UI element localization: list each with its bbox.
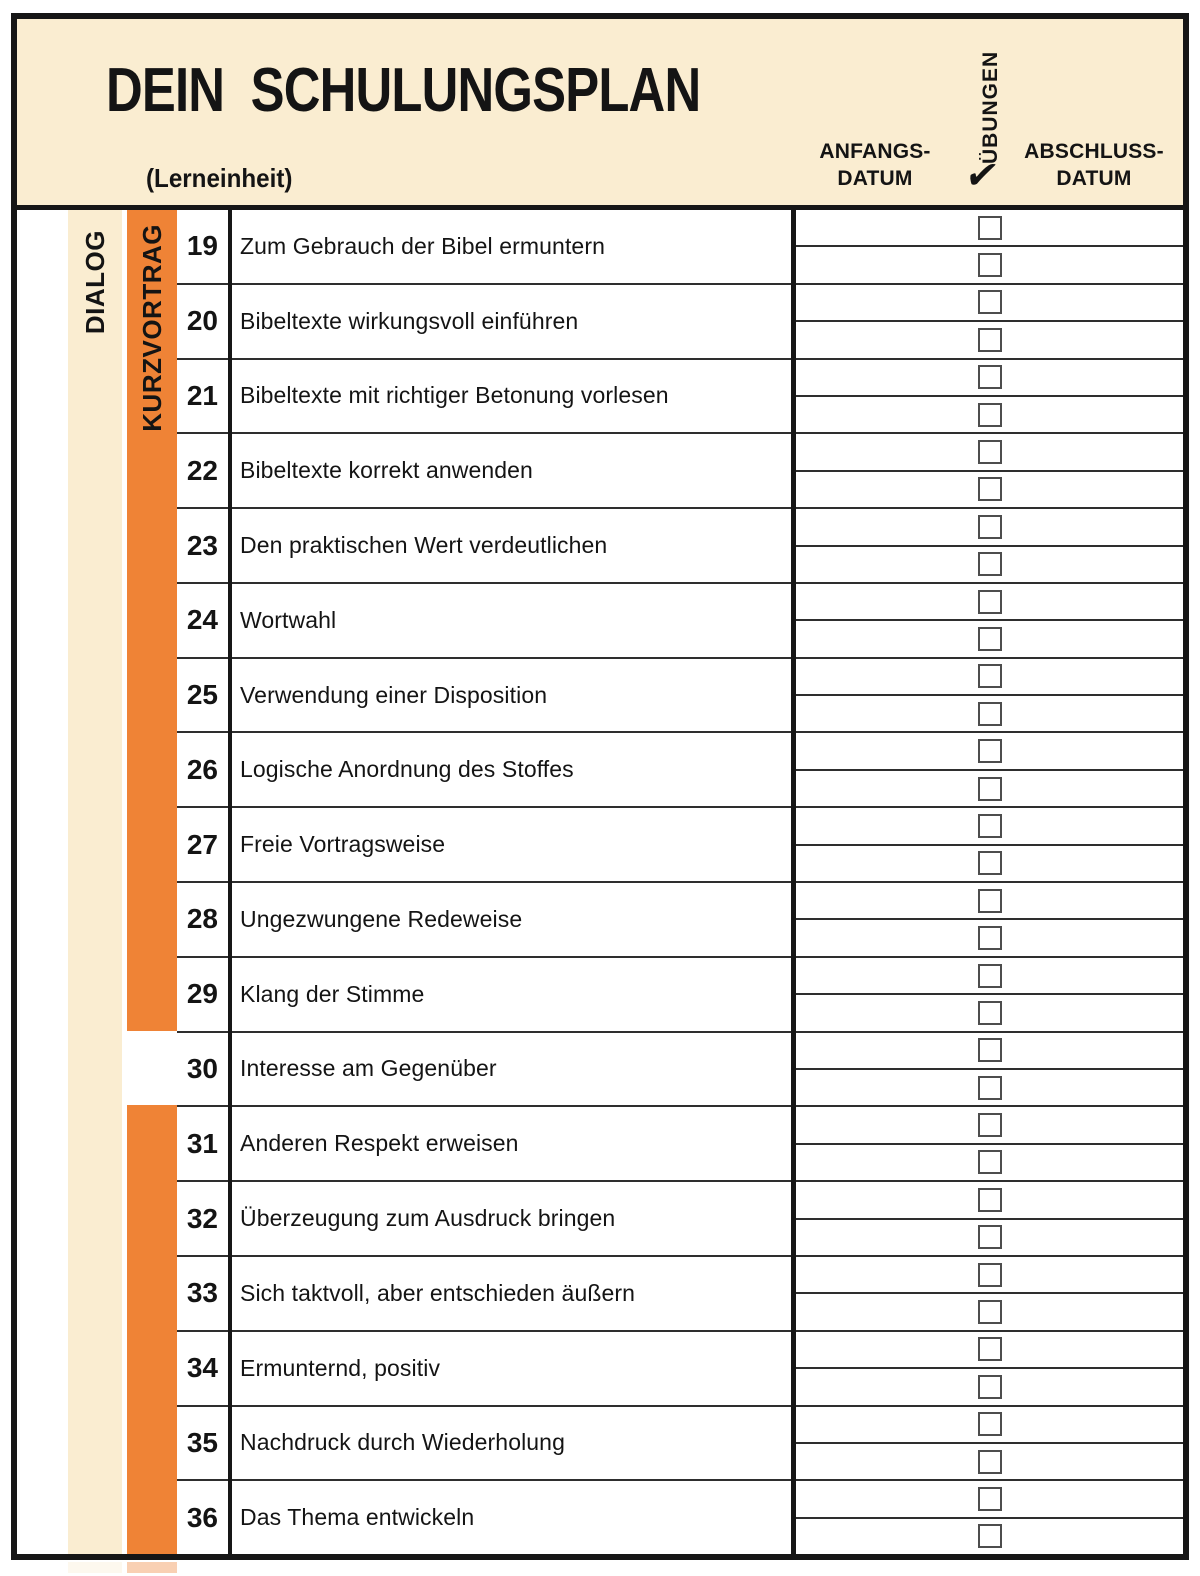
row-number: 23	[186, 529, 218, 561]
exercise-checkbox[interactable]	[978, 1300, 1002, 1324]
row-title: Freie Vortragsweise	[240, 831, 446, 858]
table-row	[177, 1031, 791, 1106]
table-row	[177, 657, 791, 732]
date-entry-line[interactable]	[796, 1405, 1183, 1442]
row-number: 28	[186, 903, 218, 935]
exercise-checkbox[interactable]	[978, 1263, 1002, 1287]
page-title: DEIN SCHULUNGSPLAN	[106, 56, 701, 125]
table-row	[177, 1180, 791, 1255]
row-number: 35	[186, 1426, 218, 1458]
exercise-checkbox[interactable]	[978, 814, 1002, 838]
row-title: Klang der Stimme	[240, 980, 425, 1007]
row-title: Überzeugung zum Ausdruck bringen	[240, 1205, 616, 1232]
exercise-checkbox[interactable]	[978, 889, 1002, 913]
exercise-checkbox[interactable]	[978, 1150, 1002, 1174]
category-label-kurzvortrag-text: KURZVORTRAG	[136, 224, 167, 432]
number-column-divider	[228, 210, 232, 1554]
column-header-end-date	[1014, 138, 1174, 192]
date-entry-line[interactable]	[796, 1442, 1183, 1479]
exercise-checkbox[interactable]	[978, 627, 1002, 651]
exercise-checkbox[interactable]	[978, 1412, 1002, 1436]
date-entry-line[interactable]	[796, 993, 1183, 1030]
date-entry-line[interactable]	[796, 1479, 1183, 1516]
exercise-checkbox[interactable]	[978, 1001, 1002, 1025]
exercise-checkbox[interactable]	[978, 1375, 1002, 1399]
strip-bleed-cream	[68, 1562, 122, 1573]
date-entry-line[interactable]	[796, 395, 1183, 432]
category-label-kurzvortrag	[127, 224, 177, 432]
row-number: 21	[186, 379, 218, 411]
date-entry-line[interactable]	[796, 918, 1183, 955]
exercise-checkbox[interactable]	[978, 515, 1002, 539]
table-row	[177, 1255, 791, 1330]
exercise-checkbox[interactable]	[978, 1337, 1002, 1361]
date-entry-line[interactable]	[796, 657, 1183, 694]
date-entry-line[interactable]	[796, 1180, 1183, 1217]
row-title: Bibeltexte mit richtiger Betonung vorlesen	[240, 382, 669, 409]
exercise-checkbox[interactable]	[978, 328, 1002, 352]
strip-bleed-orange	[127, 1562, 177, 1573]
table-row	[177, 210, 791, 283]
date-entry-line[interactable]	[796, 1367, 1183, 1404]
row-number: 31	[186, 1127, 218, 1159]
exercise-checkbox[interactable]	[978, 964, 1002, 988]
date-entry-line[interactable]	[796, 1292, 1183, 1329]
row-number: 34	[186, 1352, 218, 1384]
table-row	[177, 507, 791, 582]
exercise-checkbox[interactable]	[978, 1076, 1002, 1100]
date-entry-line[interactable]	[796, 881, 1183, 918]
date-entry-line[interactable]	[796, 545, 1183, 582]
table-row	[177, 881, 791, 956]
row-title: Anderen Respekt erweisen	[240, 1130, 519, 1157]
table-row	[177, 1105, 791, 1180]
exercise-checkbox[interactable]	[978, 1225, 1002, 1249]
date-entry-line[interactable]	[796, 507, 1183, 544]
exercise-checkbox[interactable]	[978, 1113, 1002, 1137]
date-entry-line[interactable]	[796, 1218, 1183, 1255]
row-title: Bibeltexte wirkungsvoll einführen	[240, 307, 579, 334]
column-header-start-line2: DATUM	[837, 167, 913, 190]
dates-panel	[796, 210, 1183, 1554]
date-entry-line[interactable]	[796, 769, 1183, 806]
row-number: 22	[186, 454, 218, 486]
date-entry-line[interactable]	[796, 358, 1183, 395]
date-entry-line[interactable]	[796, 1031, 1183, 1068]
exercise-checkbox[interactable]	[978, 552, 1002, 576]
row-number: 36	[186, 1501, 218, 1533]
row-number: 30	[186, 1052, 218, 1084]
row-number: 32	[186, 1202, 218, 1234]
date-entry-line[interactable]	[796, 694, 1183, 731]
date-entry-line[interactable]	[796, 582, 1183, 619]
date-entry-line[interactable]	[796, 1068, 1183, 1105]
table-row	[177, 432, 791, 507]
column-header-end-line2: DATUM	[1056, 167, 1132, 190]
exercise-checkbox[interactable]	[978, 365, 1002, 389]
date-entry-line[interactable]	[796, 1143, 1183, 1180]
date-entry-line[interactable]	[796, 432, 1183, 469]
date-entry-line[interactable]	[796, 1105, 1183, 1142]
category-label-dialog	[68, 222, 122, 342]
dates-panel-divider	[791, 210, 796, 1554]
exercise-checkbox[interactable]	[978, 403, 1002, 427]
row-number: 19	[186, 230, 218, 262]
row-title: Den praktischen Wert verdeutlichen	[240, 532, 608, 559]
date-entry-line[interactable]	[796, 731, 1183, 768]
date-entry-line[interactable]	[796, 619, 1183, 656]
table-row	[177, 1330, 791, 1405]
exercise-checkbox[interactable]	[978, 777, 1002, 801]
column-header-start-date	[795, 138, 955, 192]
table-row	[177, 731, 791, 806]
row-title: Bibeltexte korrekt anwenden	[240, 457, 533, 484]
row-number: 29	[186, 978, 218, 1010]
exercise-checkbox[interactable]	[978, 440, 1002, 464]
table-row	[177, 1479, 791, 1554]
date-entry-line[interactable]	[796, 806, 1183, 843]
column-header-exercises: ÜBUNGEN	[979, 50, 1002, 164]
date-entry-line[interactable]	[796, 956, 1183, 993]
date-entry-line[interactable]	[796, 210, 1183, 245]
table-row	[177, 806, 791, 881]
exercise-checkbox[interactable]	[978, 926, 1002, 950]
exercise-checkbox[interactable]	[978, 1524, 1002, 1548]
row-title: Sich taktvoll, aber entschieden äußern	[240, 1279, 636, 1306]
exercise-checkbox[interactable]	[978, 1038, 1002, 1062]
page-subtitle: (Lerneinheit)	[146, 163, 293, 193]
row-title: Wortwahl	[240, 606, 337, 633]
exercise-checkbox[interactable]	[978, 590, 1002, 614]
exercise-checkbox[interactable]	[978, 1450, 1002, 1474]
date-entry-line[interactable]	[796, 1330, 1183, 1367]
row-number: 27	[186, 828, 218, 860]
exercise-checkbox[interactable]	[978, 1188, 1002, 1212]
date-entry-line[interactable]	[796, 1255, 1183, 1292]
table-row	[177, 956, 791, 1031]
date-entry-line[interactable]	[796, 320, 1183, 357]
category-label-dialog-text: DIALOG	[79, 229, 110, 335]
table-row	[177, 582, 791, 657]
lesson-table	[177, 210, 791, 1554]
exercise-checkbox[interactable]	[978, 253, 1002, 277]
category-strip-dialog	[68, 210, 122, 1554]
exercise-checkbox[interactable]	[978, 702, 1002, 726]
exercise-checkbox[interactable]	[978, 290, 1002, 314]
row-number: 24	[186, 604, 218, 636]
table-row	[177, 358, 791, 433]
exercise-checkbox[interactable]	[978, 477, 1002, 501]
row-title: Zum Gebrauch der Bibel ermuntern	[240, 232, 605, 259]
row-title: Logische Anordnung des Stoffes	[240, 756, 574, 783]
date-entry-line[interactable]	[796, 470, 1183, 507]
row-title: Ermunternd, positiv	[240, 1354, 441, 1381]
row-title: Ungezwungene Redeweise	[240, 905, 523, 932]
category-strip-kurzvortrag-lower	[127, 1105, 177, 1554]
row-title: Interesse am Gegenüber	[240, 1055, 497, 1082]
column-header-start-line1: ANFANGS-	[819, 140, 931, 163]
table-row	[177, 283, 791, 358]
row-title: Das Thema entwickeln	[240, 1504, 475, 1531]
exercise-checkbox[interactable]	[978, 664, 1002, 688]
exercise-checkbox[interactable]	[978, 739, 1002, 763]
exercise-checkbox[interactable]	[978, 1487, 1002, 1511]
row-title: Verwendung einer Disposition	[240, 681, 548, 708]
date-entry-line[interactable]	[796, 283, 1183, 320]
column-header-end-line1: ABSCHLUSS-	[1024, 140, 1164, 163]
date-entry-line[interactable]	[796, 844, 1183, 881]
row-number: 20	[186, 305, 218, 337]
exercise-checkbox[interactable]	[978, 851, 1002, 875]
row-title: Nachdruck durch Wiederholung	[240, 1429, 565, 1456]
row-number: 25	[186, 679, 218, 711]
checkmark-icon: ✔	[962, 155, 1002, 197]
row-number: 33	[186, 1277, 218, 1309]
date-entry-line[interactable]	[796, 1517, 1183, 1554]
date-entry-line[interactable]	[796, 245, 1183, 282]
exercise-checkbox[interactable]	[978, 216, 1002, 240]
row-number: 26	[186, 753, 218, 785]
table-row	[177, 1405, 791, 1480]
